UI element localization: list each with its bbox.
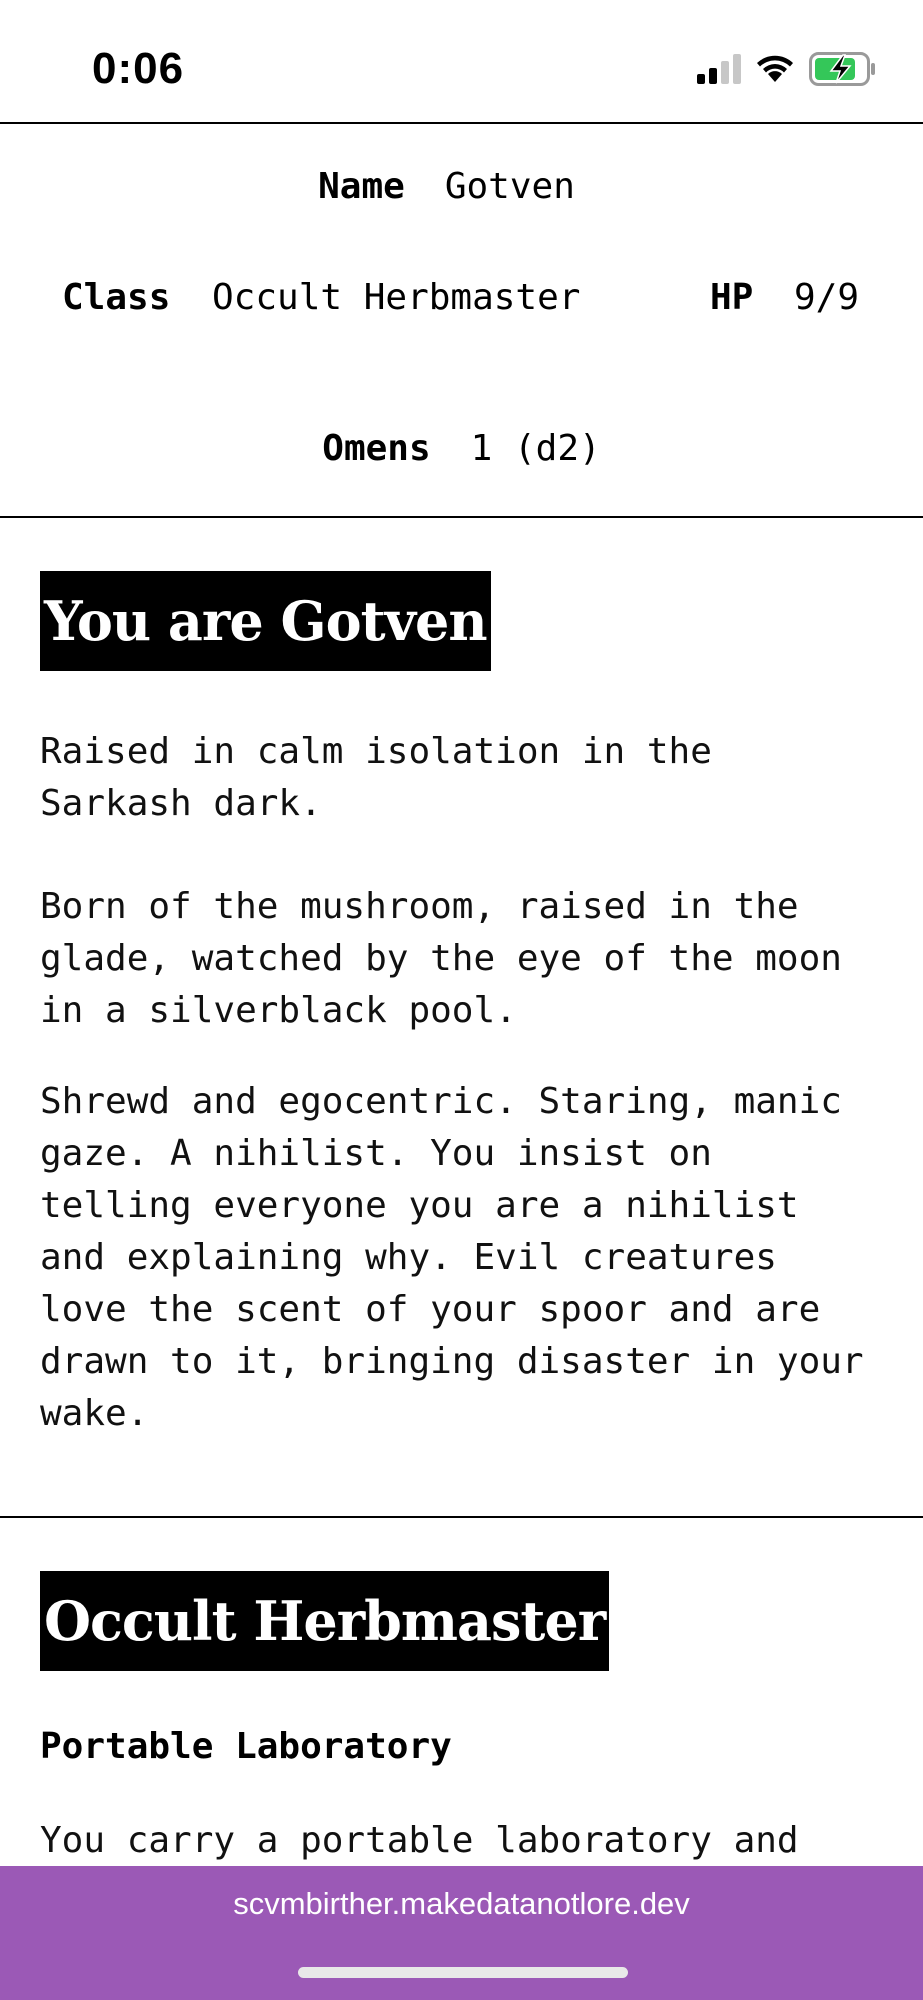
status-bar bbox=[0, 0, 923, 122]
omens-value: 1 (d2) bbox=[470, 428, 601, 469]
hp-value: 9/9 bbox=[794, 276, 860, 318]
battery-charging-icon bbox=[809, 52, 877, 86]
status-time: 0:06 bbox=[92, 44, 185, 93]
stats-divider bbox=[0, 516, 923, 518]
home-indicator[interactable] bbox=[298, 1967, 628, 1978]
omens-label: Omens bbox=[322, 428, 431, 469]
name-label: Name bbox=[318, 166, 405, 207]
browser-url-bar[interactable] bbox=[0, 1866, 923, 2000]
hp-label: HP bbox=[710, 276, 754, 318]
intro-paragraph-traits: Shrewd and egocentric. Staring, manic gaze. A nihilist. You insist on telling everyone you are a nihilist and explaining why. Evil creatures love the scent of your spoor and are drawn to it, bringing disaster in your wake. bbox=[40, 1081, 864, 1434]
name-row bbox=[0, 166, 923, 207]
section-divider bbox=[0, 1516, 923, 1518]
intro-paragraph-birth: Born of the mushroom, raised in the glade, watched by the eye of the moon in a silverblack pool. bbox=[40, 886, 842, 1031]
ability-description: You carry a portable laboratory and bbox=[40, 1820, 799, 1861]
intro-paragraph-origin: Raised in calm isolation in the Sarkash dark. bbox=[40, 731, 712, 824]
wifi-icon bbox=[755, 54, 795, 84]
omens-row bbox=[0, 428, 923, 469]
class-value: Occult Herbmaster bbox=[212, 276, 581, 318]
intro-section-title: You are Gotven bbox=[40, 571, 491, 671]
ability-title: Portable Laboratory bbox=[40, 1726, 452, 1767]
header-divider bbox=[0, 122, 923, 124]
cellular-signal-icon bbox=[697, 54, 741, 84]
class-section-title: Occult Herbmaster bbox=[40, 1571, 609, 1671]
class-label: Class bbox=[62, 276, 171, 318]
status-icons bbox=[697, 52, 877, 86]
url-text[interactable]: scvmbirther.makedatanotlore.dev bbox=[233, 1886, 690, 1921]
name-value: Gotven bbox=[444, 166, 575, 207]
